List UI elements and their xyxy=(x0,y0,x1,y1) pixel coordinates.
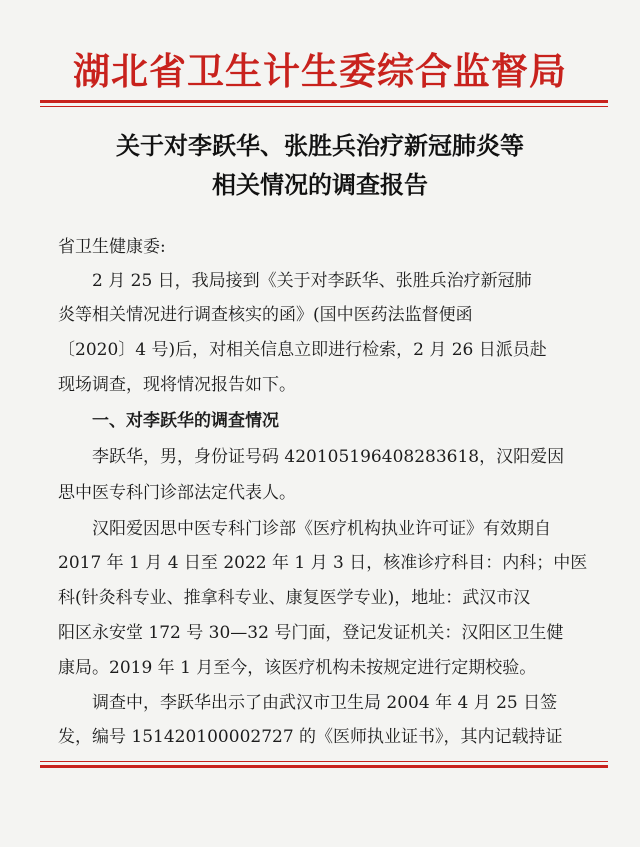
agency-letterhead: 湖北省卫生计生委综合监督局 xyxy=(73,49,567,93)
paragraph-1-line-3: 〔2020〕4 号)后，对相关信息立即进行检索，2 月 26 日派员赴 xyxy=(58,340,547,360)
paragraph-4-line-2: 发，编号 151420100002727 的《医师执业证书》，其内记载持证 xyxy=(58,727,563,747)
paragraph-4-line-1: 调查中，李跃华出示了由武汉市卫生局 2004 年 4 月 25 日签 xyxy=(92,693,558,713)
paragraph-3-line-2: 2017 年 1 月 4 日至 2022 年 1 月 3 日，核准诊疗科目：内科；中医 xyxy=(58,553,588,573)
document-title-line-1: 关于对李跃华、张胜兵治疗新冠肺炎等 xyxy=(116,131,524,160)
paragraph-3-line-3: 科(针灸科专业、推拿科专业、康复医学专业)，地址：武汉市汉 xyxy=(58,588,531,608)
paragraph-1-line-2: 炎等相关情况进行调查核实的函》(国中医药法监督便函 xyxy=(58,305,473,325)
paragraph-3-line-5: 康局。2019 年 1 月至今，该医疗机构未按规定进行定期校验。 xyxy=(58,658,537,678)
letterhead-rule-thin xyxy=(40,106,608,107)
letterhead-rule-thick xyxy=(40,100,608,103)
footer-rule-thick xyxy=(40,765,608,768)
document-title-line-2: 相关情况的调查报告 xyxy=(212,170,428,199)
footer-rule-thin xyxy=(40,761,608,762)
paragraph-2-line-1: 李跃华，男，身份证号码 420105196408283618，汉阳爱因 xyxy=(92,447,565,467)
section-1-heading: 一、对李跃华的调查情况 xyxy=(92,411,279,431)
paragraph-2-line-2: 思中医专科门诊部法定代表人。 xyxy=(58,483,296,503)
paragraph-1-line-1: 2 月 25 日，我局接到《关于对李跃华、张胜兵治疗新冠肺 xyxy=(92,271,532,291)
paragraph-3-line-4: 阳区永安堂 172 号 30—32 号门面，登记发证机关：汉阳区卫生健 xyxy=(58,623,564,643)
paragraph-3-line-1: 汉阳爱因思中医专科门诊部《医疗机构执业许可证》有效期自 xyxy=(92,519,551,539)
paragraph-1-line-4: 现场调查，现将情况报告如下。 xyxy=(58,375,296,395)
salutation: 省卫生健康委: xyxy=(58,237,166,257)
